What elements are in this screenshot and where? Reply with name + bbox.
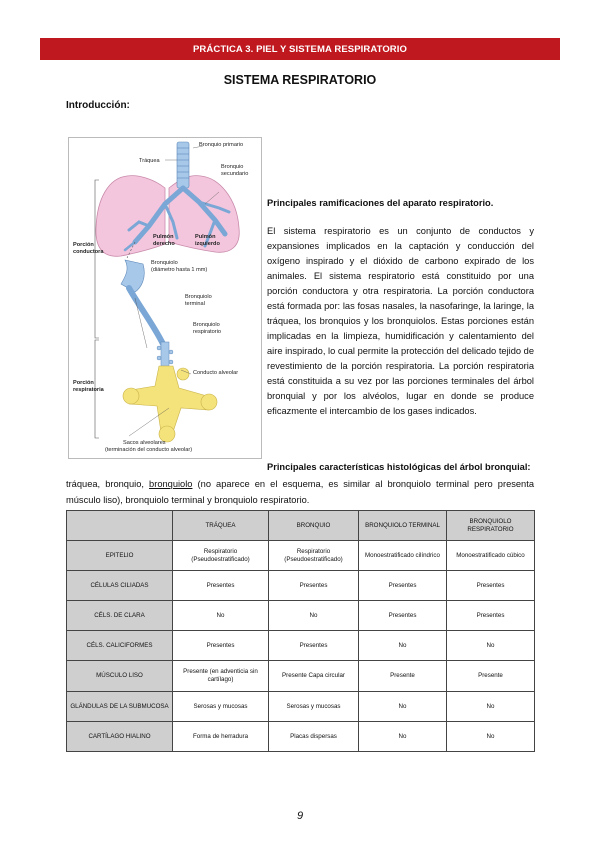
label-bronquio-primario: Bronquio primario — [199, 142, 244, 148]
table-cell: No — [359, 692, 447, 722]
chapter-banner: PRÁCTICA 3. PIEL Y SISTEMA RESPIRATORIO — [40, 38, 560, 60]
terminal-bronchiole — [129, 288, 163, 344]
table-cell: No — [447, 722, 535, 752]
respiratory-tree-figure — [68, 137, 262, 459]
table-row — [67, 601, 535, 631]
label-sacos-alveolares-2: (terminación del conducto alveolar) — [105, 447, 193, 453]
table-cell: Presentes — [269, 631, 359, 661]
table-cell: No — [269, 601, 359, 631]
table-cell: No — [359, 722, 447, 752]
table-row — [67, 571, 535, 601]
label-bronquiolo-respiratorio-2: respiratorio — [193, 329, 221, 335]
table-header-cell: BRONQUIO — [269, 511, 359, 541]
label-bronquio-secundario-2: secundario — [221, 171, 249, 177]
histology-heading: Principales características histológicas del árbol bronquial: — [267, 462, 531, 472]
intro-heading: Introducción: — [66, 100, 130, 111]
label-bronquiolo-2: (diámetro hasta 1 mm) — [151, 267, 208, 273]
table-cell: Presentes — [173, 571, 269, 601]
label-pulmon-izquierdo-1: Pulmón — [195, 234, 216, 240]
row-label: CÉLULAS CILIADAS — [67, 571, 173, 601]
table-header-cell: BRONQUIOLO RESPIRATORIO — [447, 511, 535, 541]
table-row — [67, 661, 535, 692]
bronchiole — [121, 260, 144, 292]
label-porcion-respiratoria-1: Porción — [73, 380, 94, 386]
table-cell: Presentes — [447, 601, 535, 631]
label-porcion-conductora-2: conductora — [73, 249, 104, 255]
table-header-cell — [67, 511, 173, 541]
table-cell: No — [173, 601, 269, 631]
table-cell: Respiratorio (Pseudoestratificado) — [269, 541, 359, 571]
label-bronquio-secundario-1: Bronquio — [221, 164, 244, 170]
histology-text-part2: (no aparece en el esquema, es similar al bronquiolo terminal pero presenta músculo liso), bronquiolo terminal y bronquiolo respiratorio. — [66, 479, 534, 505]
row-label: MÚSCULO LISO — [67, 661, 173, 692]
table-header-row — [67, 511, 535, 541]
row-label: EPITELIO — [67, 541, 173, 571]
table-cell: Monoestratificado cúbico — [447, 541, 535, 571]
table-cell: Monoestratificado cilíndrico — [359, 541, 447, 571]
page-title: SISTEMA RESPIRATORIO — [223, 73, 377, 87]
respiratory-description: El sistema respiratorio es un conjunto de conductos y expansiones implicados en la captación y conducción del oxígeno inspirado y el dióxido de carbono expirado de los animales. El sistema respiratorio está constituido por una porción conductora y otra respiratoria. La porción conductora está formada por: las fosas nasales, la nasofaringe, la laringe, la tráquea, los bronquios y los bronquiolos. Estas porciones están implicadas en la limpieza, humidificación y calentamiento del aire inspirado, lo cual permite la protección del delicado tejido de revestimiento de la porción respiratoria. La porción respiratoria está constituida a su vez por las porciones terminales del árbol bronquial y por los alvéolos, lugar en donde se produce eficazmente el intercambio de los gases indicados. — [267, 226, 534, 416]
histology-intro — [66, 477, 534, 508]
table-cell: Presente — [447, 661, 535, 692]
table-cell: Presentes — [359, 601, 447, 631]
conducting-bracket — [95, 180, 99, 338]
label-pulmon-izquierdo-2: izquierdo — [195, 241, 220, 247]
table-cell: Presentes — [359, 571, 447, 601]
label-bronquiolo-terminal-2: terminal — [185, 301, 205, 307]
table-cell: Respiratorio (Pseudoestratificado) — [173, 541, 269, 571]
table-cell: Placas dispersas — [269, 722, 359, 752]
label-bronquiolo-respiratorio-1: Bronquiolo — [193, 322, 220, 328]
row-label: CÉLS. CALICIFORMES — [67, 631, 173, 661]
histology-table — [66, 510, 535, 752]
histology-text-underlined: bronquiolo — [149, 479, 193, 489]
label-pulmon-derecho-2: derecho — [153, 241, 175, 247]
table-cell: Presentes — [269, 571, 359, 601]
table-row — [67, 541, 535, 571]
table-cell: Serosas y mucosas — [269, 692, 359, 722]
label-bronquiolo-1: Bronquiolo — [151, 260, 178, 266]
right-column — [267, 196, 534, 419]
page-number: 9 — [296, 810, 304, 822]
table-row — [67, 631, 535, 661]
label-pulmon-derecho-1: Pulmón — [153, 234, 174, 240]
label-sacos-alveolares-1: Sacos alveolares — [123, 440, 166, 446]
alveolar-sacs — [123, 366, 217, 442]
table-row — [67, 722, 535, 752]
table-header-cell: BRONQUIOLO TERMINAL — [359, 511, 447, 541]
table-cell: Forma de herradura — [173, 722, 269, 752]
table-cell: Presente — [359, 661, 447, 692]
table-cell: Serosas y mucosas — [173, 692, 269, 722]
label-traquea: Tráquea — [139, 158, 160, 164]
row-label: CARTÍLAGO HIALINO — [67, 722, 173, 752]
table-cell: Presente (en adventicia sin cartílago) — [173, 661, 269, 692]
label-porcion-respiratoria-2: respiratoria — [73, 387, 104, 393]
respiratory-bronchiole — [157, 342, 173, 366]
table-cell: Presentes — [447, 571, 535, 601]
respiratory-diagram — [69, 138, 261, 458]
table-header-cell: TRÁQUEA — [173, 511, 269, 541]
label-conducto-alveolar: Conducto alveolar — [193, 370, 239, 376]
table-row — [67, 692, 535, 722]
ramificaciones-heading: Principales ramificaciones del aparato respiratorio. — [267, 198, 494, 208]
label-porcion-conductora-1: Porción — [73, 242, 94, 248]
row-label: GLÁNDULAS DE LA SUBMUCOSA — [67, 692, 173, 722]
table-cell: No — [447, 631, 535, 661]
trachea — [177, 142, 189, 188]
table-cell: No — [359, 631, 447, 661]
row-label: CÉLS. DE CLARA — [67, 601, 173, 631]
table-cell: No — [447, 692, 535, 722]
histology-text-part1: tráquea, bronquio, — [66, 479, 144, 489]
table-cell: Presente Capa circular — [269, 661, 359, 692]
table-cell: Presentes — [173, 631, 269, 661]
label-bronquiolo-terminal-1: Bronquiolo — [185, 294, 212, 300]
